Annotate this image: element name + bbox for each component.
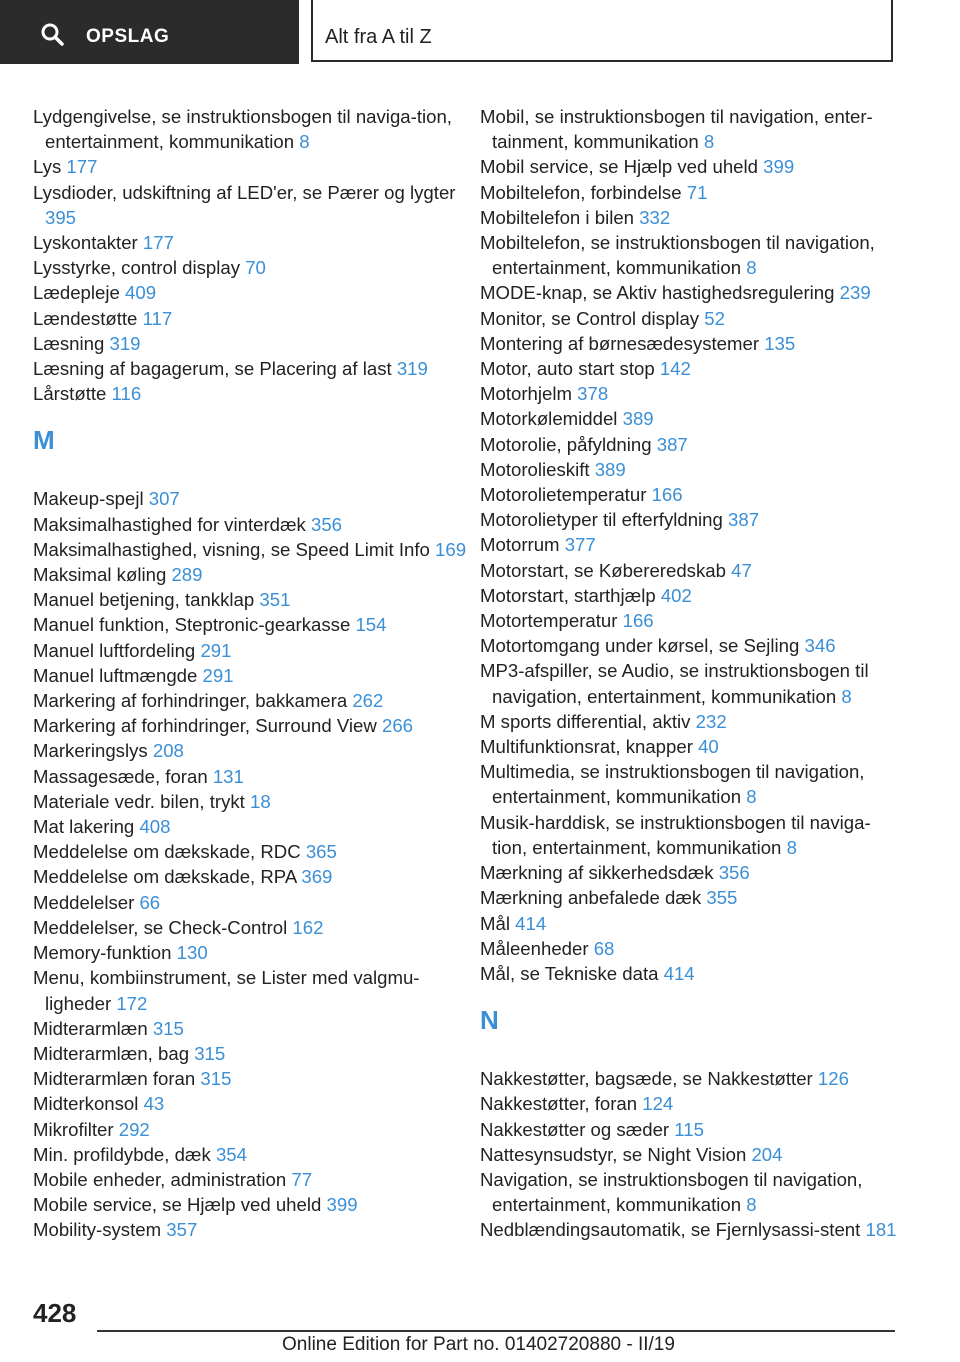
index-entry-text: Midterarmlæn, bag (33, 1042, 195, 1064)
index-entry (480, 885, 900, 910)
index-entry-text: Motortemperatur (480, 610, 623, 632)
index-entry-text: Nattesynsudstyr, se Night Vision (480, 1143, 752, 1165)
index-entry-text: Motorkølemiddel (480, 408, 623, 430)
index-entry-text: Nakkestøtter, foran (480, 1093, 643, 1115)
index-entry-text: Mobility-system (33, 1219, 167, 1241)
index-entry (33, 688, 473, 713)
index-entry-text: Mobiltelefon i bilen (480, 206, 640, 228)
index-entry-page-link[interactable]: 399 (763, 156, 795, 178)
index-entry-page-link[interactable]: 307 (148, 488, 180, 510)
index-entry-page-link[interactable]: 365 (305, 841, 337, 863)
index-entry (480, 583, 900, 608)
index-entry-text: Motorstart, starthjælp (480, 584, 661, 606)
index-entry-text: Mål (480, 912, 516, 934)
index-entry (480, 810, 900, 860)
index-entry-text: Motorolietemperatur (480, 484, 652, 506)
index-entry (33, 562, 473, 587)
index-entry-page-link[interactable]: 181 (865, 1219, 897, 1241)
index-entry (33, 738, 473, 763)
index-entry (33, 154, 473, 179)
index-entry-text: Maksimalhastighed, visning, se Speed Limit Info (33, 538, 436, 560)
index-entry-page-link[interactable]: 369 (301, 866, 333, 888)
index-entry-page-link[interactable]: 319 (109, 332, 141, 354)
index-entry (480, 507, 900, 532)
index-entry-page-link[interactable]: 387 (656, 433, 688, 455)
index-entry (480, 230, 900, 280)
index-entry-page-link[interactable]: 389 (594, 458, 626, 480)
index-entry (480, 734, 900, 759)
index-entry-page-link[interactable]: 77 (291, 1168, 313, 1190)
index-entry (480, 608, 900, 633)
index-entry-page-link[interactable]: 315 (200, 1068, 232, 1090)
index-entry-page-link[interactable]: 239 (839, 282, 871, 304)
index-entry-text: Meddelelser (33, 891, 140, 913)
index-entry-page-link[interactable]: 389 (622, 408, 654, 430)
index-entry-page-link[interactable]: 8 (746, 257, 757, 279)
index-entry (480, 759, 900, 809)
index-entry-page-link[interactable]: 291 (200, 639, 232, 661)
index-entry (480, 482, 900, 507)
index-column-left (33, 104, 473, 1243)
index-entry-page-link[interactable]: 292 (118, 1118, 150, 1140)
index-entry-text: Markering af forhindringer, Surround View (33, 715, 382, 737)
index-entry-text: Maksimalhastighed for vinterdæk (33, 513, 311, 535)
index-entry (33, 638, 473, 663)
page-number: 428 (33, 1298, 77, 1328)
index-entry (33, 381, 473, 406)
index-entry (480, 457, 900, 482)
index-entry-page-link[interactable]: 52 (704, 307, 725, 329)
index-entry-page-link[interactable]: 266 (382, 715, 414, 737)
index-entry-page-link[interactable]: 378 (577, 383, 609, 405)
index-entry (480, 331, 900, 356)
index-entry (33, 789, 473, 814)
index-entry-page-link[interactable]: 408 (139, 816, 171, 838)
index-entry (33, 839, 473, 864)
index-entry-page-link[interactable]: 126 (817, 1068, 849, 1090)
index-entry (480, 406, 900, 431)
index-entry-text: Lydgengivelse, se instruktionsbogen til naviga‐tion, entertainment, kommunikation (33, 106, 452, 153)
index-entry-text: Midterarmlæn foran (33, 1068, 201, 1090)
index-entry-page-link[interactable]: 43 (143, 1093, 165, 1115)
index-entry-page-link[interactable]: 177 (142, 232, 174, 254)
index-entry-text: Manuel luftfordeling (33, 639, 201, 661)
index-entry-page-link[interactable]: 142 (659, 358, 691, 380)
index-entry (480, 180, 900, 205)
index-entry-text: Nedblændingsautomatik, se Fjernlysassi‐stent (480, 1219, 866, 1241)
index-entry-text: Midterarmlæn (33, 1017, 153, 1039)
index-entry (33, 1142, 473, 1167)
index-entry-text: Mobiltelefon, forbindelse (480, 181, 687, 203)
lookup-tab[interactable] (0, 0, 299, 64)
index-entry (480, 1167, 900, 1217)
index-entry-page-link[interactable]: 8 (786, 836, 797, 858)
index-entry-text: Midterkonsol (33, 1093, 144, 1115)
index-entry (33, 864, 473, 889)
index-entry (33, 814, 473, 839)
index-entry (480, 1217, 900, 1242)
index-entry-page-link[interactable]: 346 (804, 635, 836, 657)
index-entry-text: Multifunktionsrat, knapper (480, 736, 699, 758)
index-entry-text: Markering af forhindringer, bakkamera (33, 690, 353, 712)
index-entry-text: Multimedia, se instruktionsbogen til navigation, entertainment, kommunikation (480, 761, 865, 808)
index-entry-page-link[interactable]: 115 (674, 1118, 704, 1140)
index-entry-text: Manuel luftmængde (33, 664, 203, 686)
index-entry (33, 331, 473, 356)
index-entry-text: Makeup-spejl (33, 488, 149, 510)
index-entry (480, 356, 900, 381)
index-letter-heading: M (33, 425, 55, 456)
index-entry-text: Læsning af bagagerum, se Placering af last (33, 358, 397, 380)
index-entry-page-link[interactable]: 131 (212, 765, 244, 787)
index-entry-page-link[interactable]: 68 (593, 937, 615, 959)
index-entry-page-link[interactable]: 208 (152, 740, 184, 762)
index-entry (33, 537, 473, 562)
index-entry-page-link[interactable]: 355 (706, 887, 738, 909)
index-entry-text: Mobil service, se Hjælp ved uheld (480, 156, 764, 178)
index-entry-page-link[interactable]: 414 (515, 912, 547, 934)
index-entry-text: Massagesæde, foran (33, 765, 213, 787)
index-entry-page-link[interactable]: 117 (142, 307, 173, 329)
index-entry-page-link[interactable]: 66 (139, 891, 161, 913)
index-entry (480, 633, 900, 658)
index-entry-text: Mål, se Tekniske data (480, 962, 664, 984)
search-icon (40, 22, 64, 46)
index-entry (480, 104, 900, 154)
index-entry-page-link[interactable]: 166 (622, 610, 654, 632)
index-entry-page-link[interactable]: 135 (764, 332, 796, 354)
index-entry (33, 713, 473, 738)
index-entry (33, 255, 473, 280)
index-entry (33, 940, 473, 965)
index-entry-page-link[interactable]: 402 (660, 584, 692, 606)
index-entry-page-link[interactable]: 8 (841, 685, 852, 707)
index-entry-text: Lændestøtte (33, 307, 143, 329)
index-entry-text: Min. profildybde, dæk (33, 1143, 216, 1165)
index-entry-text: Montering af børnesædesystemer (480, 332, 765, 354)
index-entry-page-link[interactable]: 395 (45, 206, 77, 228)
index-entry-text: Mikrofilter (33, 1118, 119, 1140)
index-entry (33, 1192, 473, 1217)
index-entry-text: Menu, kombiinstrument, se Lister med valgmu‐ligheder (33, 967, 420, 1014)
index-entry-text: Musik-harddisk, se instruktionsbogen til naviga‐tion, entertainment, kommunikation (480, 811, 871, 858)
index-entry-page-link[interactable]: 8 (703, 131, 715, 153)
index-entry (33, 306, 473, 331)
lookup-tab-label: OPSLAG (86, 26, 170, 47)
index-entry (480, 860, 900, 885)
index-entry-text: Markeringslys (33, 740, 153, 762)
index-entry-page-link[interactable]: 289 (171, 564, 203, 586)
index-entry-page-link[interactable]: 40 (698, 736, 719, 758)
footer-divider (97, 1330, 895, 1332)
index-entry-page-link[interactable]: 8 (746, 1194, 757, 1216)
index-entry (480, 936, 900, 961)
index-entry-text: Motorolie, påfyldning (480, 433, 657, 455)
index-entry-page-link[interactable]: 332 (639, 206, 671, 228)
index-entry-page-link[interactable]: 172 (116, 992, 148, 1014)
index-entry-page-link[interactable]: 356 (718, 862, 750, 884)
index-entry-page-link[interactable]: 47 (731, 559, 752, 581)
index-entry-page-link[interactable]: 232 (695, 710, 727, 732)
index-letter-heading: N (480, 1005, 499, 1036)
index-entry-text: Motorstart, se Købereredskab (480, 559, 732, 581)
index-entry (33, 890, 473, 915)
index-entry-text: Lysdioder, udskiftning af LED'er, se Pærer og lygter (33, 181, 456, 203)
index-entry-page-link[interactable]: 177 (66, 156, 98, 178)
index-entry-text: Materiale vedr. bilen, trykt (33, 790, 251, 812)
index-entry-text: Lys (33, 156, 67, 178)
index-entry (33, 663, 473, 688)
index-entry-page-link[interactable]: 130 (176, 942, 208, 964)
index-entry-page-link[interactable]: 169 (435, 538, 467, 560)
index-entry-text: Memory-funktion (33, 942, 177, 964)
index-entry-page-link[interactable]: 351 (259, 589, 291, 611)
index-entry-text: Nakkestøtter og sæder (480, 1118, 675, 1140)
index-entry-page-link[interactable]: 315 (152, 1017, 184, 1039)
index-entry (33, 1016, 473, 1041)
index-entry-text: Motorolieskift (480, 458, 595, 480)
index-column-right (480, 104, 900, 1243)
index-entry (33, 180, 473, 230)
index-entry-text: MP3-afspiller, se Audio, se instruktionsbogen til navigation, entertainment, kommunikation (480, 660, 869, 707)
index-entry (480, 658, 900, 708)
index-entry (33, 104, 473, 154)
index-entry-page-link[interactable]: 70 (245, 257, 266, 279)
index-entry-page-link[interactable]: 399 (326, 1194, 358, 1216)
index-entry (33, 915, 473, 940)
page-header (0, 0, 960, 66)
index-entry-text: MODE-knap, se Aktiv hastighedsregulering (480, 282, 840, 304)
index-entry-text: Måleenheder (480, 937, 594, 959)
index-entry-page-link[interactable]: 8 (746, 786, 757, 808)
index-entry-page-link[interactable]: 315 (194, 1042, 226, 1064)
index-entry-text: Motorhjelm (480, 383, 578, 405)
index-entry (33, 1117, 473, 1142)
index-entry (33, 486, 473, 511)
index-entry (33, 965, 473, 1015)
index-entry-page-link[interactable]: 166 (651, 484, 683, 506)
index-entry-page-link[interactable]: 262 (352, 690, 384, 712)
index-entry (33, 612, 473, 637)
index-entry (33, 1217, 473, 1242)
index-entry-page-link[interactable]: 162 (292, 916, 324, 938)
index-entry-page-link[interactable]: 356 (311, 513, 343, 535)
index-entry-text: Mobil, se instruktionsbogen til navigation, enter‐tainment, kommunikation (480, 106, 873, 153)
index-entry (480, 154, 900, 179)
index-entry-page-link[interactable]: 154 (355, 614, 387, 636)
section-title: Alt fra A til Z (325, 26, 432, 48)
index-entry-page-link[interactable]: 354 (215, 1143, 247, 1165)
index-entry (33, 230, 473, 255)
index-entry (480, 532, 900, 557)
index-entry-text: Mat lakering (33, 816, 140, 838)
index-entry (33, 1041, 473, 1066)
index-entry-page-link[interactable]: 357 (166, 1219, 198, 1241)
index-entry-page-link[interactable]: 204 (751, 1143, 783, 1165)
index-entry (33, 587, 473, 612)
index-entry-page-link[interactable]: 387 (728, 509, 760, 531)
index-entry-text: Meddelelse om dækskade, RDC (33, 841, 306, 863)
index-entry (33, 764, 473, 789)
index-entry-text: Manuel funktion, Steptronic-gearkasse (33, 614, 356, 636)
index-entry-page-link[interactable]: 116 (111, 383, 142, 405)
index-entry-text: Lædepleje (33, 282, 126, 304)
index-entry-text: Motortomgang under kørsel, se Sejling (480, 635, 805, 657)
index-entry (33, 280, 473, 305)
index-entry-text: Meddelelser, se Check-Control (33, 916, 293, 938)
footer-edition-text: Online Edition for Part no. 01402720880 - II/19 (282, 1334, 675, 1355)
index-entry (480, 205, 900, 230)
index-entry (33, 356, 473, 381)
index-entry (480, 381, 900, 406)
index-entry-text: Mobile service, se Hjælp ved uheld (33, 1194, 327, 1216)
index-entry (480, 1066, 900, 1091)
index-entry (480, 709, 900, 734)
index-entry-page-link[interactable]: 414 (663, 962, 695, 984)
index-entry-text: Lyskontakter (33, 232, 143, 254)
index-entry (33, 512, 473, 537)
index-entry-text: Manuel betjening, tankklap (33, 589, 260, 611)
index-entry-page-link[interactable]: 319 (396, 358, 428, 380)
index-entry (480, 911, 900, 936)
index-entry (480, 961, 900, 986)
index-entry-text: Maksimal køling (33, 564, 172, 586)
index-entry-text: Mobile enheder, administration (33, 1168, 292, 1190)
index-entry (480, 558, 900, 583)
index-entry-text: Lysstyrke, control display (33, 257, 246, 279)
index-entry (480, 432, 900, 457)
index-entry-text: Motorrum (480, 534, 565, 556)
index-entry-text: Navigation, se instruktionsbogen til navigation, entertainment, kommunikation (480, 1168, 863, 1216)
index-entry-text: Nakkestøtter, bagsæde, se Nakkestøtter (480, 1068, 818, 1090)
index-entry-page-link[interactable]: 71 (686, 181, 708, 203)
index-entry-text: Motor, auto start stop (480, 358, 660, 380)
index-entry-page-link[interactable]: 377 (564, 534, 596, 556)
index-entry (33, 1167, 473, 1192)
index-entry-page-link[interactable]: 291 (202, 664, 234, 686)
index-entry (480, 306, 900, 331)
index-entry-text: Lårstøtte (33, 383, 112, 405)
index-entry-page-link[interactable]: 124 (642, 1093, 674, 1115)
index-entry-page-link[interactable]: 409 (125, 282, 157, 304)
index-entry (33, 1091, 473, 1116)
index-entry-page-link[interactable]: 8 (299, 131, 310, 153)
index-entry-text: Meddelelse om dækskade, RPA (33, 866, 302, 888)
index-entry (33, 1066, 473, 1091)
index-entry (480, 280, 900, 305)
index-entry (480, 1142, 900, 1167)
index-entry-text: Motorolietyper til efterfyldning (480, 509, 729, 531)
index-entry (480, 1117, 900, 1142)
index-entry-page-link[interactable]: 18 (250, 790, 271, 812)
index-entry (480, 1091, 900, 1116)
index-entry-text: Mærkning af sikkerhedsdæk (480, 862, 719, 884)
index-entry-text: Mærkning anbefalede dæk (480, 887, 707, 909)
index-entry-text: Monitor, se Control display (480, 307, 705, 329)
index-entry-text: M sports differential, aktiv (480, 710, 696, 732)
index-entry-text: Læsning (33, 332, 110, 354)
index-entry-text: Mobiltelefon, se instruktionsbogen til navigation, entertainment, kommunikation (480, 232, 875, 279)
